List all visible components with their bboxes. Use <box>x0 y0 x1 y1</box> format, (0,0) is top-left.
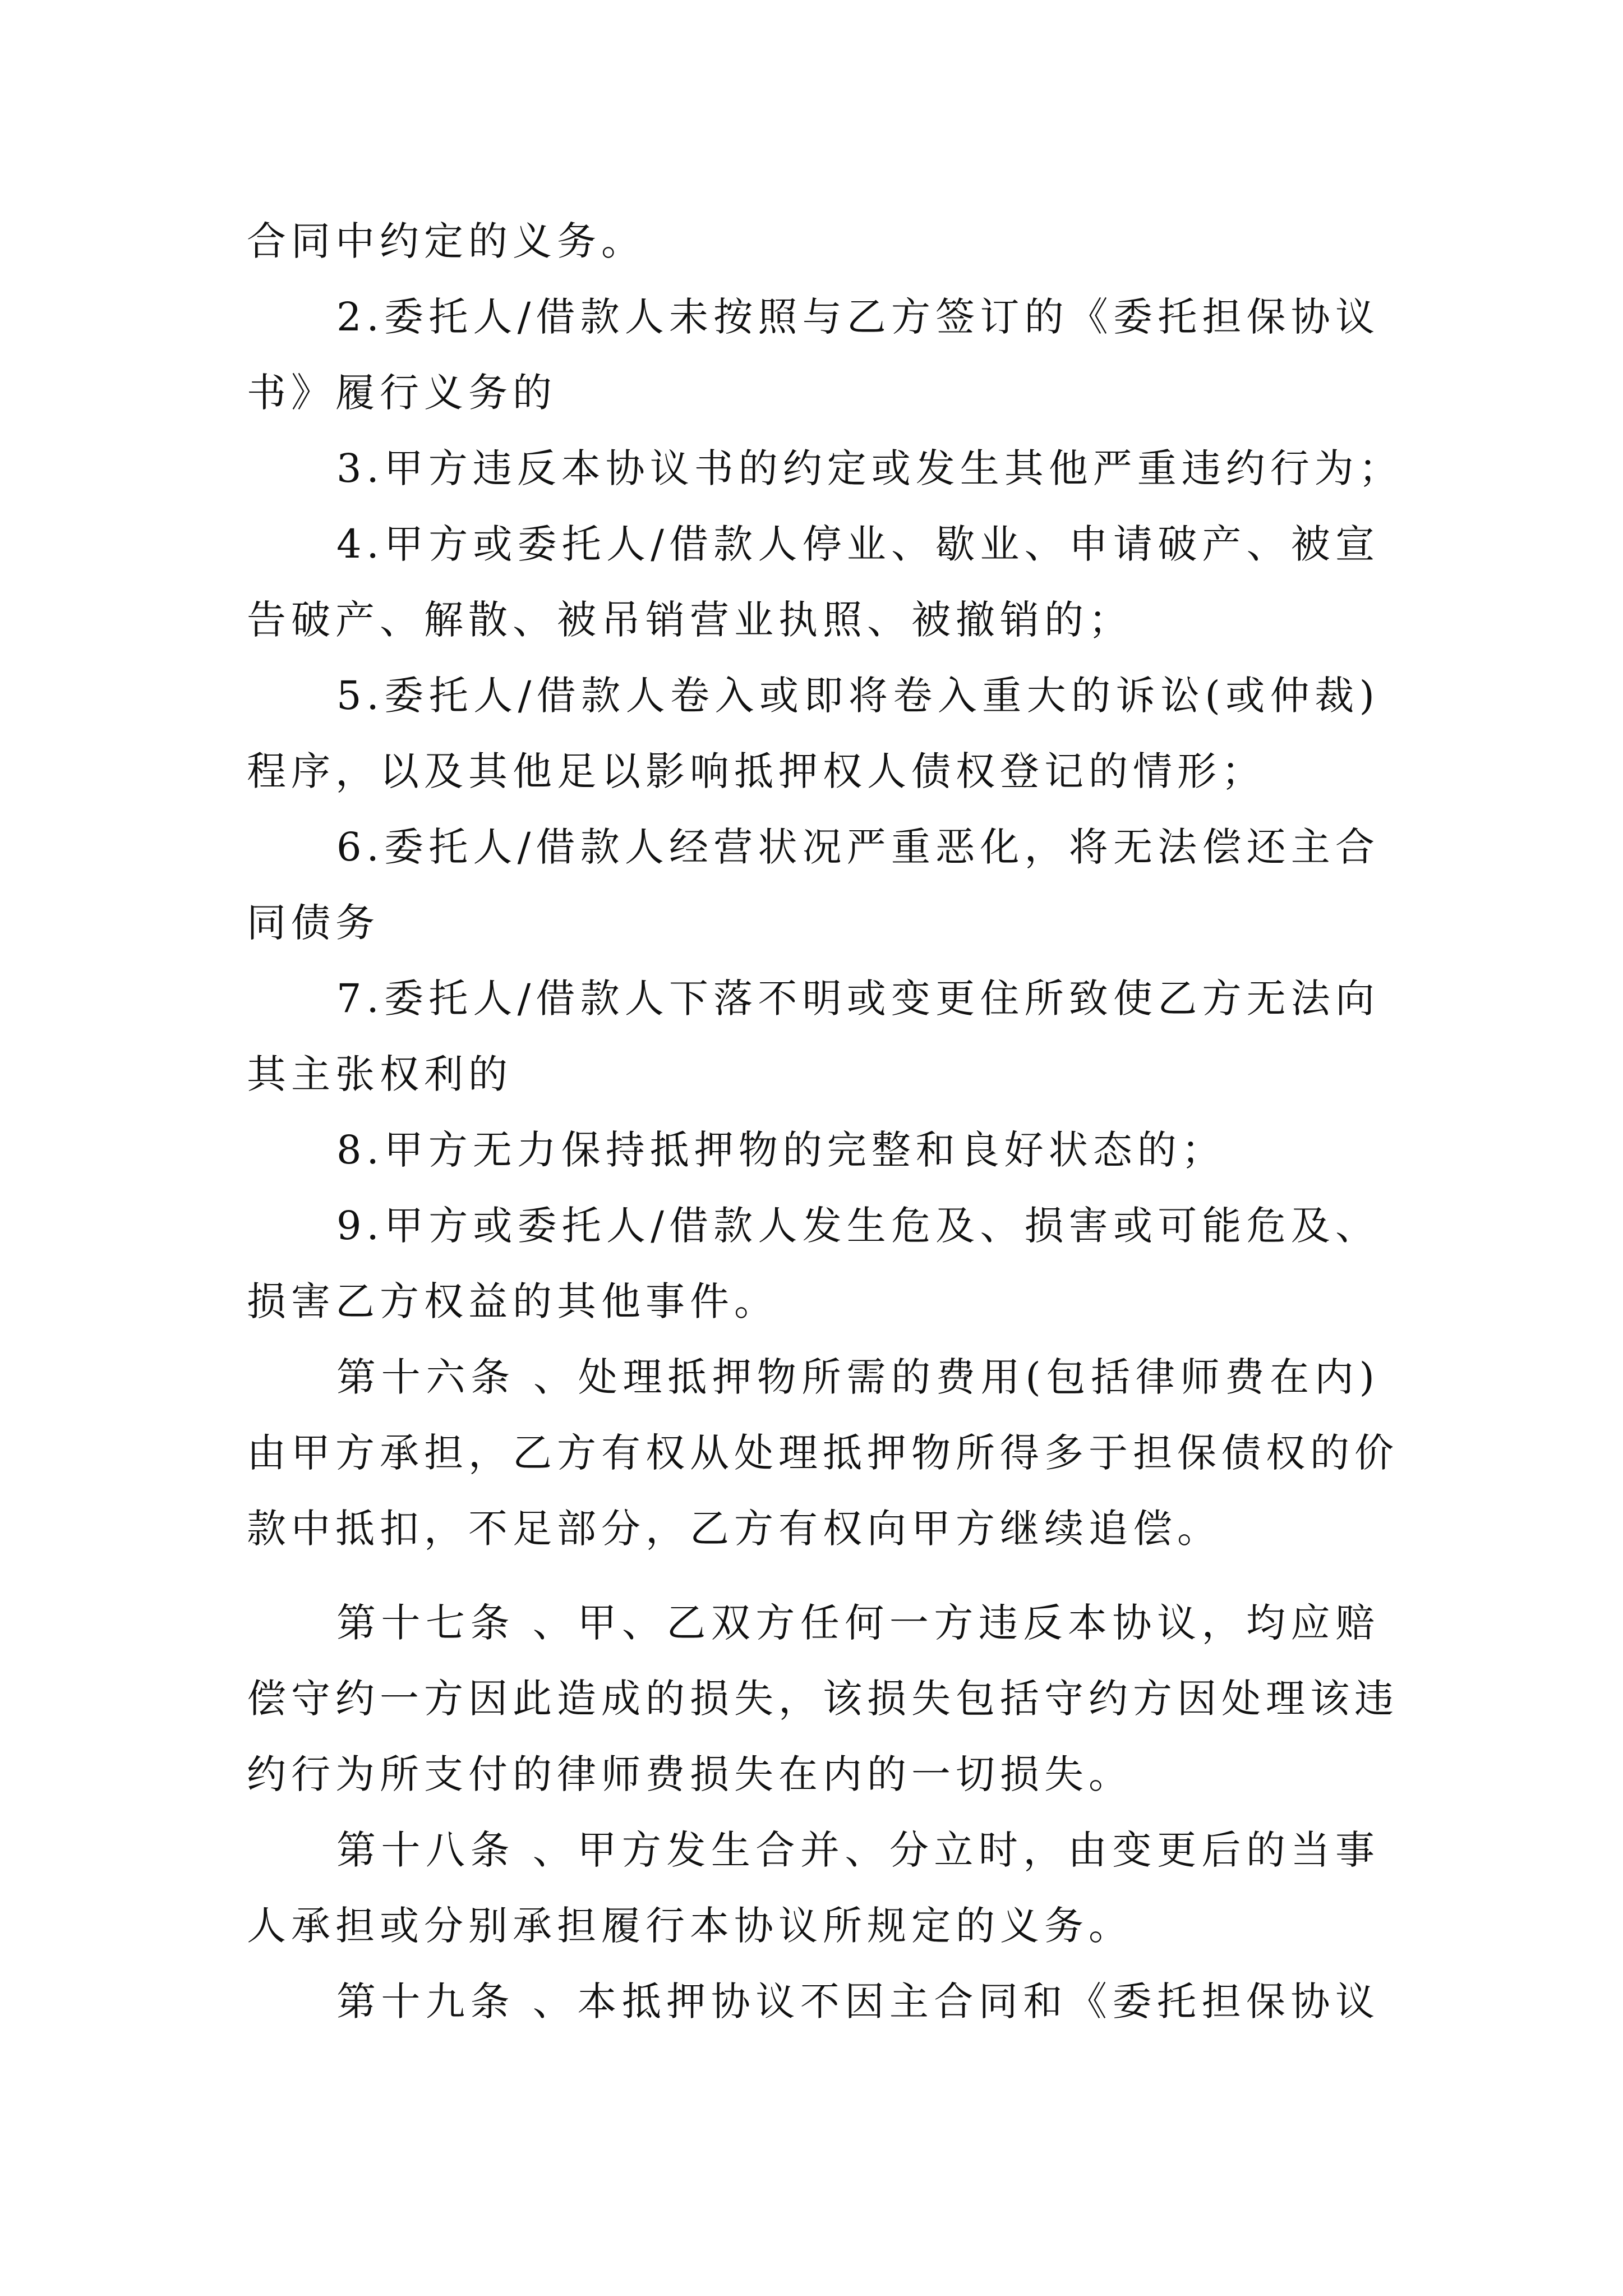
text-line: 程序，以及其他足以影响抵押权人债权登记的情形； <box>247 748 1266 794</box>
text-line: 其主张权利的 <box>247 1051 513 1097</box>
text-line: 6.委托人/借款人经营状况严重恶化，将无法偿还主合 <box>336 824 1380 870</box>
text-line: 8.甲方无力保持抵押物的完整和良好状态的； <box>336 1127 1226 1173</box>
text-line: 第十七条 、甲、乙双方任何一方违反本协议，均应赔 <box>336 1600 1380 1646</box>
text-line: 7.委托人/借款人下落不明或变更住所致使乙方无法向 <box>336 976 1380 1022</box>
text-line: 人承担或分别承担履行本协议所规定的义务。 <box>247 1903 1133 1949</box>
text-line: 第十六条 、处理抵押物所需的费用(包括律师费在内) <box>336 1354 1380 1400</box>
text-line: 损害乙方权益的其他事件。 <box>247 1278 778 1324</box>
text-line: 第十九条 、本抵押协议不因主合同和《委托担保协议 <box>336 1978 1380 2024</box>
text-line: 2.委托人/借款人未按照与乙方签订的《委托担保协议 <box>336 294 1380 340</box>
text-line: 9.甲方或委托人/借款人发生危及、损害或可能危及、 <box>336 1203 1380 1249</box>
text-line: 第十八条 、甲方发生合并、分立时，由变更后的当事 <box>336 1827 1380 1873</box>
text-line: 3.甲方违反本协议书的约定或发生其他严重违约行为； <box>336 445 1403 491</box>
text-line: 4.甲方或委托人/借款人停业、歇业、申请破产、被宣 <box>336 521 1380 567</box>
text-line: 合同中约定的义务。 <box>247 218 645 264</box>
text-line: 偿守约一方因此造成的损失，该损失包括守约方因处理该违 <box>247 1676 1399 1722</box>
text-line: 5.委托人/借款人卷入或即将卷入重大的诉讼(或仲裁) <box>336 673 1380 719</box>
text-line: 同债务 <box>247 900 380 946</box>
text-line: 由甲方承担，乙方有权从处理抵押物所得多于担保债权的价 <box>247 1430 1399 1476</box>
text-line: 款中抵扣，不足部分，乙方有权向甲方继续追偿。 <box>247 1506 1221 1552</box>
text-line: 约行为所支付的律师费损失在内的一切损失。 <box>247 1751 1133 1797</box>
text-line: 书》履行义务的 <box>247 370 557 416</box>
text-line: 告破产、解散、被吊销营业执照、被撤销的； <box>247 597 1133 643</box>
